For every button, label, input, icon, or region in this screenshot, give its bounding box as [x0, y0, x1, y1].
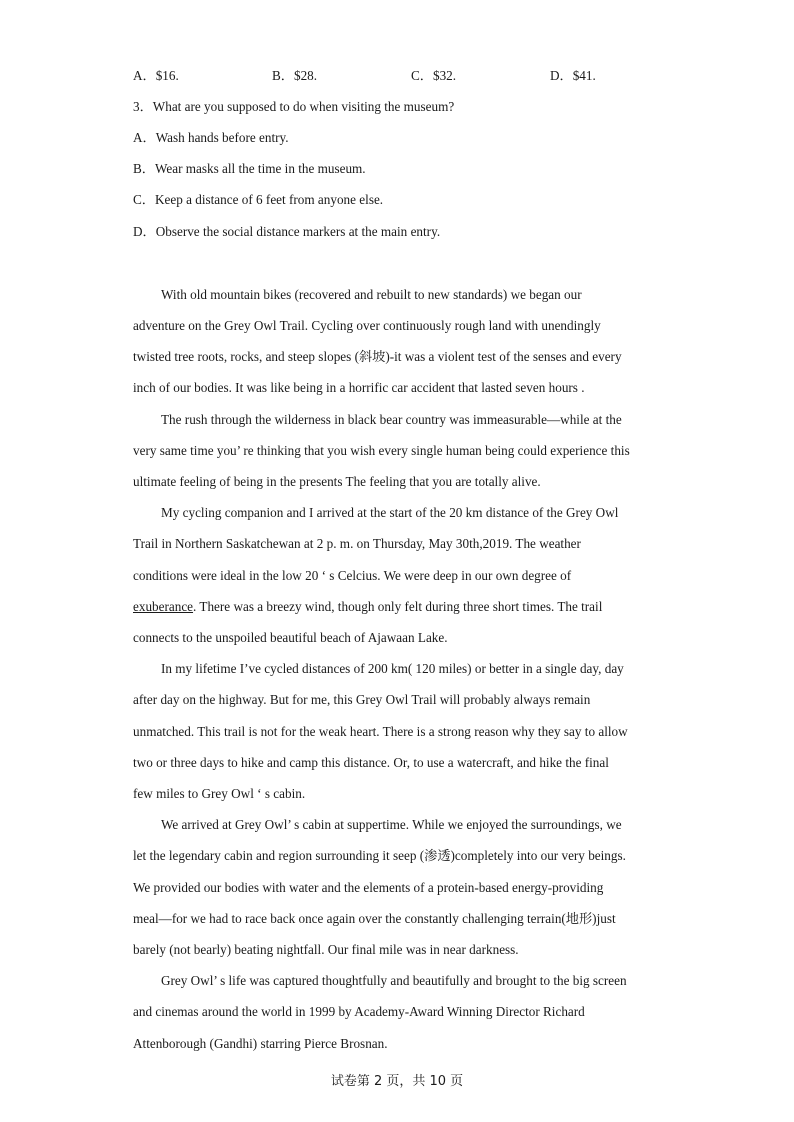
- p6-line-2: and cinemas around the world in 1999 by Academy-Award Winning Director Richard: [133, 1004, 585, 1019]
- p5-line-4: meal—for we had to race back once again over the constantly challenging terrain(地形)just: [133, 911, 616, 926]
- p1-line-4: inch of our bodies. It was like being in a horrific car accident that lasted seven hours .: [133, 380, 585, 395]
- underlined-word-exuberance: exuberance: [133, 599, 194, 614]
- q3-option-d: D．Observe the social distance markers at the main entry.: [133, 224, 441, 239]
- q3-option-c: C．Keep a distance of 6 feet from anyone else.: [133, 192, 384, 207]
- p4-line-1: In my lifetime I’ve cycled distances of 200 km( 120 miles) or better in a single day, day: [161, 661, 624, 676]
- p4-line-4: two or three days to hike and camp this distance. Or, to use a watercraft, and hike the final: [133, 755, 609, 770]
- q3-stem: 3．What are you supposed to do when visiting the museum?: [133, 99, 455, 114]
- q3-option-b: B．Wear masks all the time in the museum.: [133, 161, 366, 176]
- p5-line-5: barely (not bearly) beating nightfall. Our final mile was in near darkness.: [133, 942, 519, 957]
- p3-line-2: Trail in Northern Saskatchewan at 2 p. m. on Thursday, May 30th,2019. The weather: [133, 536, 581, 551]
- p6-line-1: Grey Owl’ s life was captured thoughtfully and beautifully and brought to the big screen: [161, 973, 627, 988]
- p2-line-3: ultimate feeling of being in the presents The feeling that you are totally alive.: [133, 474, 541, 489]
- p4-line-2: after day on the highway. But for me, this Grey Owl Trail will probably always remain: [133, 692, 591, 707]
- p3-line-1: My cycling companion and I arrived at the start of the 20 km distance of the Grey Owl: [161, 505, 619, 520]
- q2-option-d: D．$41.: [550, 68, 596, 83]
- p4-line-3: unmatched. This trail is not for the weak heart. There is a strong reason why they say to allow: [133, 724, 628, 739]
- p4-line-5: few miles to Grey Owl ‘ s cabin.: [133, 786, 306, 801]
- p3-line-3: conditions were ideal in the low 20 ‘ s Celcius. We were deep in our own degree of: [133, 568, 572, 583]
- q2-option-a: A．$16.: [133, 68, 179, 83]
- p1-line-2: adventure on the Grey Owl Trail. Cycling over continuously rough land with unendingly: [133, 318, 601, 333]
- p3-line-5: connects to the unspoiled beautiful beach of Ajawaan Lake.: [133, 630, 448, 645]
- p1-line-3: twisted tree roots, rocks, and steep slopes (斜坡)-it was a violent test of the senses and every: [133, 349, 622, 364]
- p5-line-3: We provided our bodies with water and the elements of a protein-based energy-providing: [133, 880, 604, 895]
- p5-line-1: We arrived at Grey Owl’ s cabin at suppertime. While we enjoyed the surroundings, we: [161, 817, 622, 832]
- p3-line-4: [133, 597, 663, 617]
- p6-line-3: Attenborough (Gandhi) starring Pierce Brosnan.: [133, 1036, 388, 1051]
- q2-option-c: C．$32.: [411, 68, 457, 83]
- q2-option-b: B．$28.: [272, 68, 318, 83]
- p2-line-1: The rush through the wilderness in black bear country was immeasurable—while at the: [161, 412, 622, 427]
- q3-option-a: A．Wash hands before entry.: [133, 130, 289, 145]
- page-footer: 试卷第 2 页，共 10 页: [330, 1074, 464, 1089]
- p3-line-4-rest: . There was a breezy wind, though only felt during three short times. The trail: [193, 599, 603, 614]
- p2-line-2: very same time you’ re thinking that you wish every single human being could experience this: [133, 443, 630, 458]
- p5-line-2: let the legendary cabin and region surrounding it seep (渗透)completely into our very beings.: [133, 848, 626, 863]
- p1-line-1: With old mountain bikes (recovered and rebuilt to new standards) we began our: [161, 287, 582, 302]
